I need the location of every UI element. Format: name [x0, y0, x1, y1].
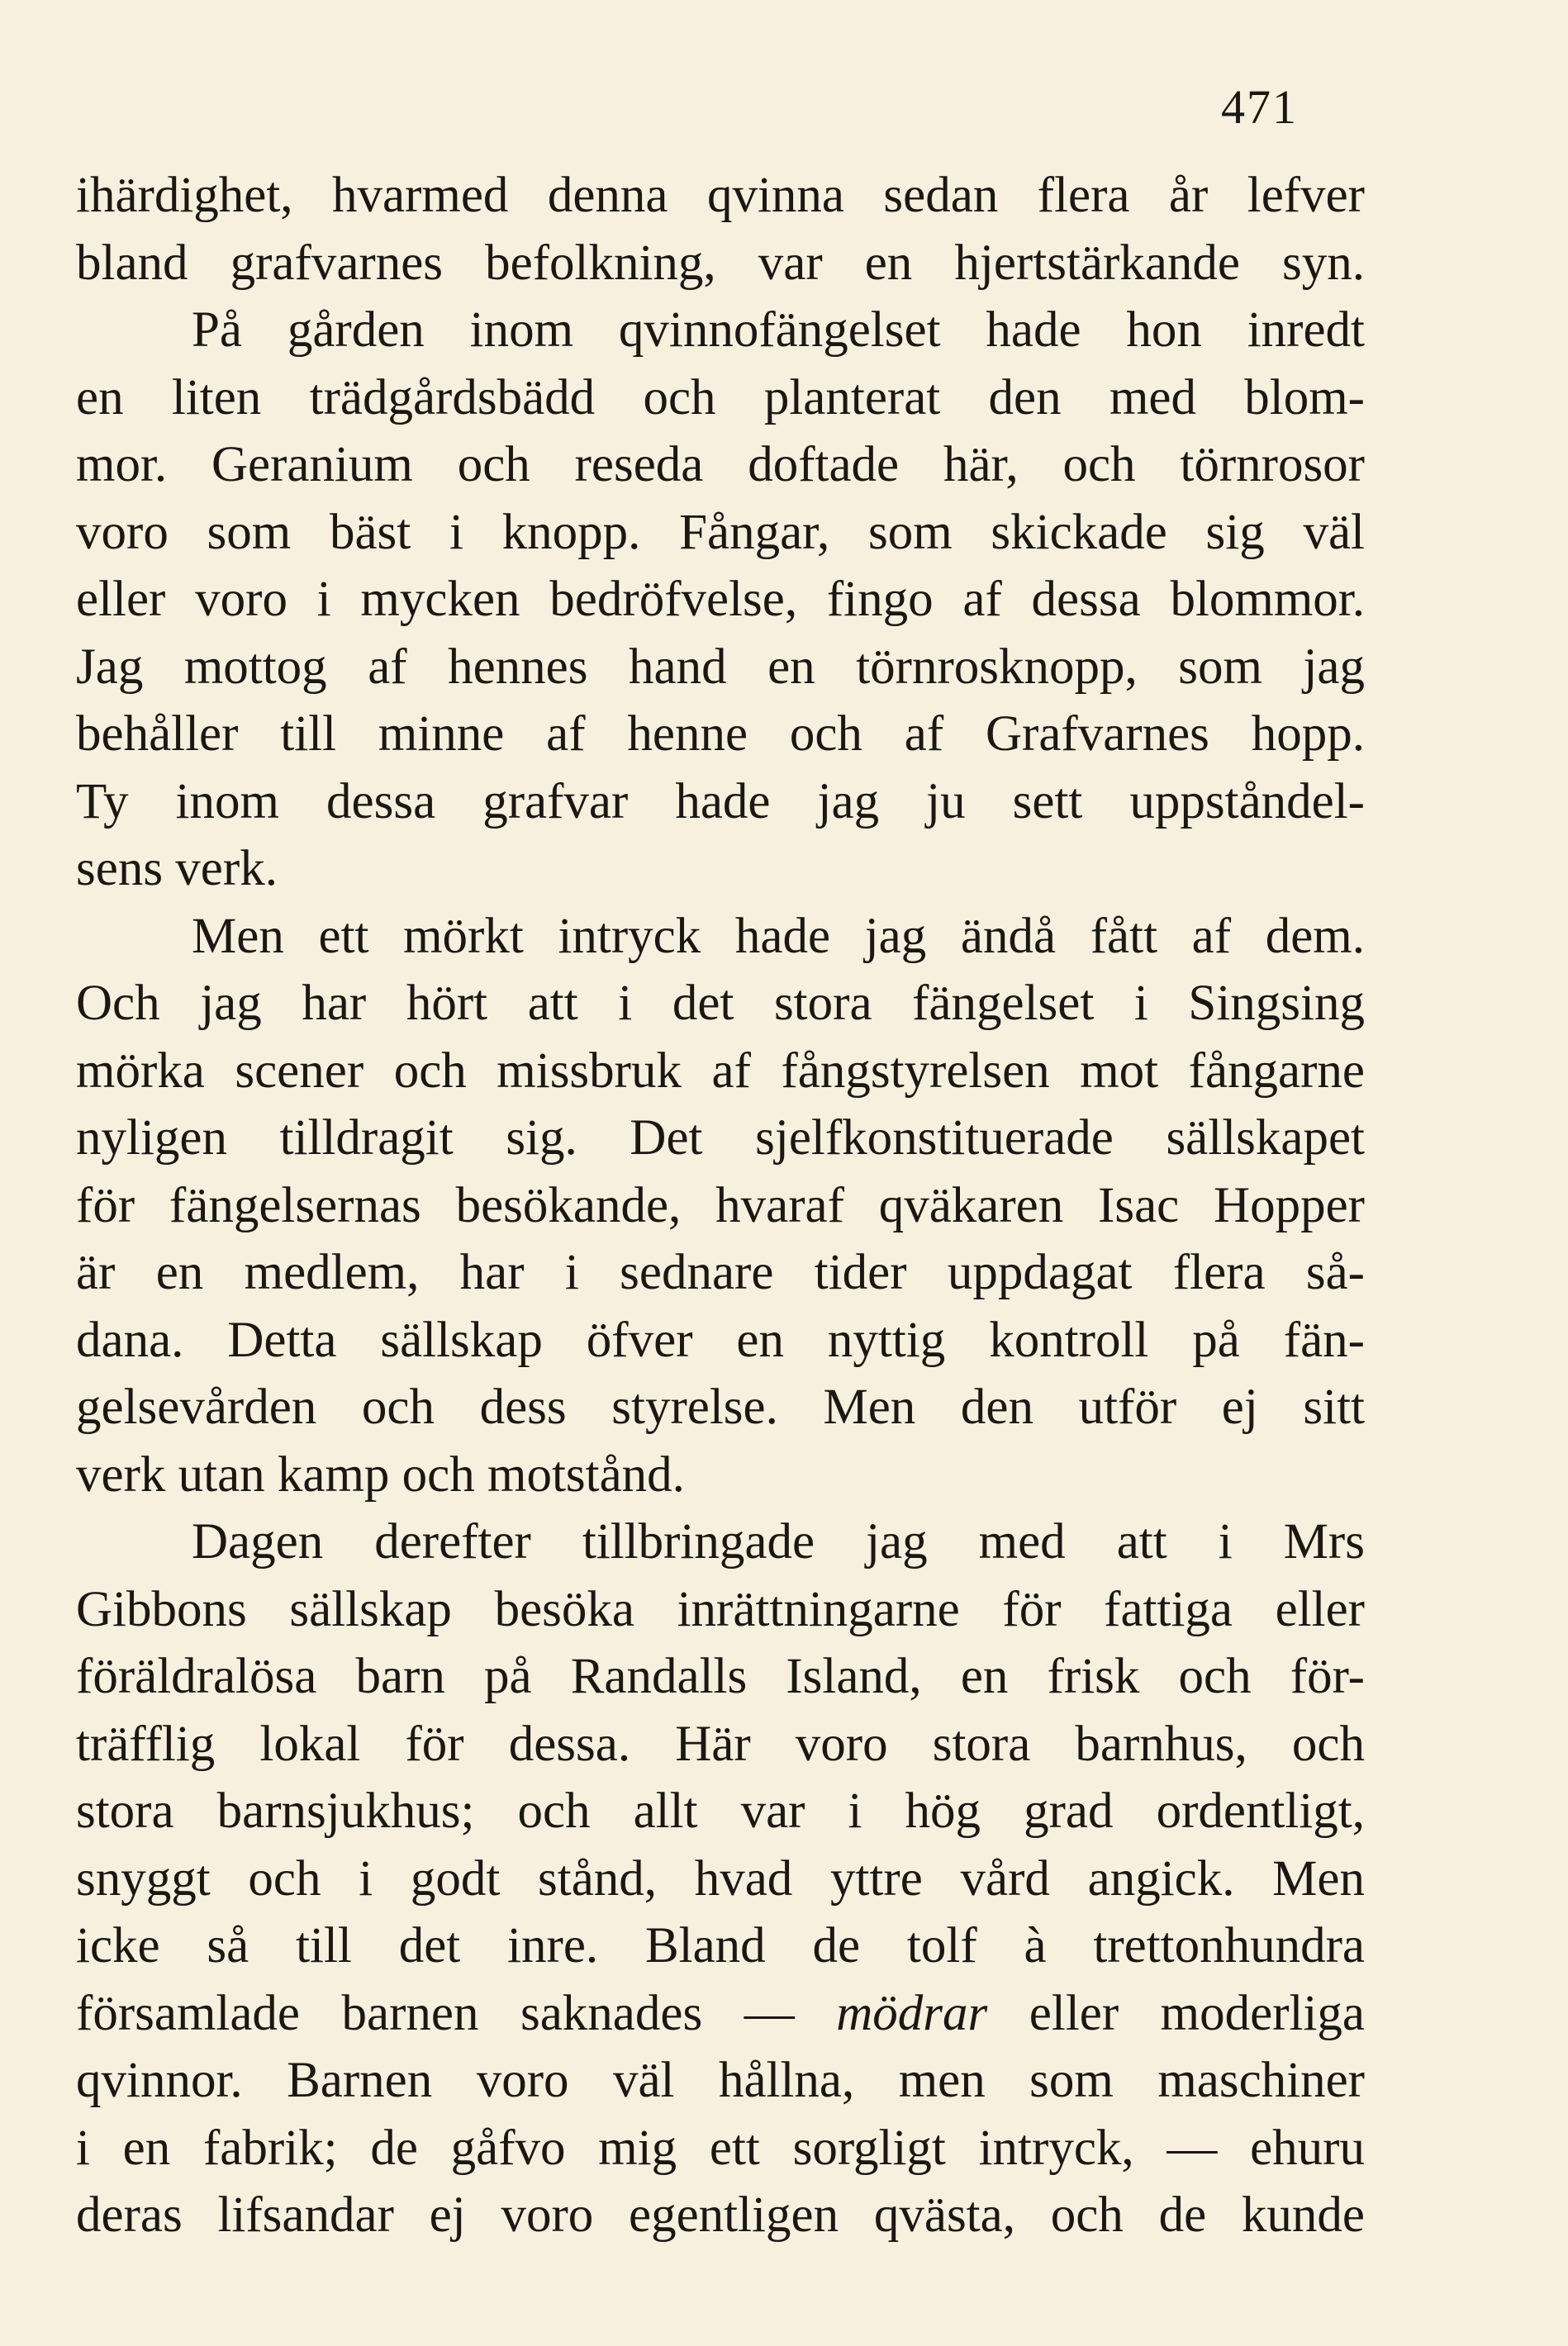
- text-line-content: träfflig lokal för dessa. Här voro stora barnhus, och: [76, 1716, 1365, 1772]
- text-line-content: dana. Detta sällskap öfver en nyttig kontroll på fän-: [76, 1312, 1365, 1368]
- text-line-content: Dagen derefter tillbringade jag med att i Mrs: [192, 1514, 1365, 1570]
- text-line-content: stora barnsjukhus; och allt var i hög grad ordentligt,: [76, 1783, 1365, 1839]
- text-line-content: snyggt och i godt stånd, hvad yttre vård angick. Men: [76, 1850, 1365, 1907]
- text-line-content: behåller till minne af henne och af Grafvarnes hopp.: [76, 706, 1365, 762]
- text-line-content: Ty inom dessa grafvar hade jag ju sett uppståndel-: [76, 773, 1365, 829]
- text-line: [76, 162, 1365, 230]
- text-line-content: eller voro i mycken bedröfvelse, fingo af dessa blommor.: [76, 572, 1365, 627]
- text-line: [76, 1239, 1365, 1307]
- text-line: [76, 1172, 1365, 1240]
- text-line: [76, 1508, 1365, 1576]
- text-line: [76, 2047, 1365, 2115]
- text-line: [76, 499, 1365, 567]
- text-line-content: Gibbons sällskap besöka inrättningarne för fattiga eller: [76, 1581, 1365, 1637]
- text-line-content: ihärdighet, hvarmed denna qvinna sedan flera år lefver: [76, 168, 1365, 223]
- text-line: [76, 1912, 1365, 1980]
- body-text: [76, 162, 1365, 2249]
- text-line-content: Men ett mörkt intryck hade jag ändå fått af dem.: [192, 908, 1365, 964]
- text-line: [76, 700, 1365, 768]
- text-line: [76, 1038, 1365, 1105]
- italic-word: mödrar: [836, 1985, 988, 2041]
- text-line-content: Jag mottog af hennes hand en törnrosknopp, som jag: [76, 639, 1365, 695]
- text-line: [76, 230, 1365, 297]
- text-line-content: bland grafvarnes befolkning, var en hjertstärkande syn.: [76, 235, 1365, 291]
- text-line-content: mörka scener och missbruk af fångstyrelsen mot fångarne: [76, 1042, 1365, 1099]
- text-line-content: är en medlem, har i sednare tider uppdagat flera så-: [76, 1245, 1365, 1300]
- text-line: [76, 1307, 1365, 1375]
- text-line: [76, 297, 1365, 364]
- text-line: [76, 2115, 1365, 2182]
- text-segment: —: [702, 1985, 837, 2041]
- text-line-content: i en fabrik; de gåfvo mig ett sorgligt intryck, — ehuru: [76, 2120, 1365, 2176]
- text-line: [76, 1845, 1365, 1913]
- text-line-content: qvinnor. Barnen voro väl hållna, men som maschiner: [76, 2053, 1365, 2108]
- text-segment: eller moderliga: [987, 1985, 1365, 2041]
- text-line: [76, 1711, 1365, 1778]
- text-line: [76, 1980, 1365, 2048]
- page-number: 471: [1221, 80, 1298, 134]
- text-line: [76, 835, 1365, 903]
- text-line: [76, 431, 1365, 499]
- text-line-content: På gården inom qvinnofängelset hade hon inredt: [192, 302, 1365, 358]
- text-line: [76, 768, 1365, 836]
- text-line: [76, 1104, 1365, 1172]
- text-line: [76, 970, 1365, 1038]
- text-line-content: sens verk.: [76, 841, 278, 896]
- text-line-content: Och jag har hört att i det stora fängelset i Singsing: [76, 976, 1365, 1031]
- text-line-content: verk utan kamp och motstånd.: [76, 1446, 685, 1503]
- text-line: [76, 1374, 1365, 1441]
- text-line: [76, 1778, 1365, 1845]
- text-line-content: deras lifsandar ej voro egentligen qvästa, och de kunde: [76, 2187, 1365, 2243]
- text-line-content: för fängelsernas besökande, hvaraf qväkaren Isac Hopper: [76, 1177, 1365, 1233]
- text-line: [76, 1441, 1365, 1509]
- text-line: [76, 2182, 1365, 2249]
- text-line: [76, 903, 1365, 971]
- text-line-content: icke så till det inre. Bland de tolf à trettonhundra: [76, 1918, 1365, 1973]
- text-line-content: en liten trädgårdsbädd och planterat den med blom-: [76, 369, 1365, 425]
- text-line-content: voro som bäst i knopp. Fångar, som skickade sig väl: [76, 504, 1365, 560]
- text-line: [76, 566, 1365, 634]
- text-line: [76, 634, 1365, 701]
- text-line-content: föräldralösa barn på Randalls Island, en frisk och för-: [76, 1649, 1365, 1704]
- text-line-content: mor. Geranium och reseda doftade här, och törnrosor: [76, 437, 1365, 492]
- text-line: [76, 1643, 1365, 1711]
- text-line-content: gelsevården och dess styrelse. Men den utför ej sitt: [76, 1380, 1365, 1435]
- text-line: [76, 1576, 1365, 1644]
- text-line-content: nyligen tilldragit sig. Det sjelfkonstituerade sällskapet: [76, 1110, 1365, 1166]
- text-line-content: församlade barnen saknades: [76, 1985, 703, 2041]
- text-line: [76, 364, 1365, 432]
